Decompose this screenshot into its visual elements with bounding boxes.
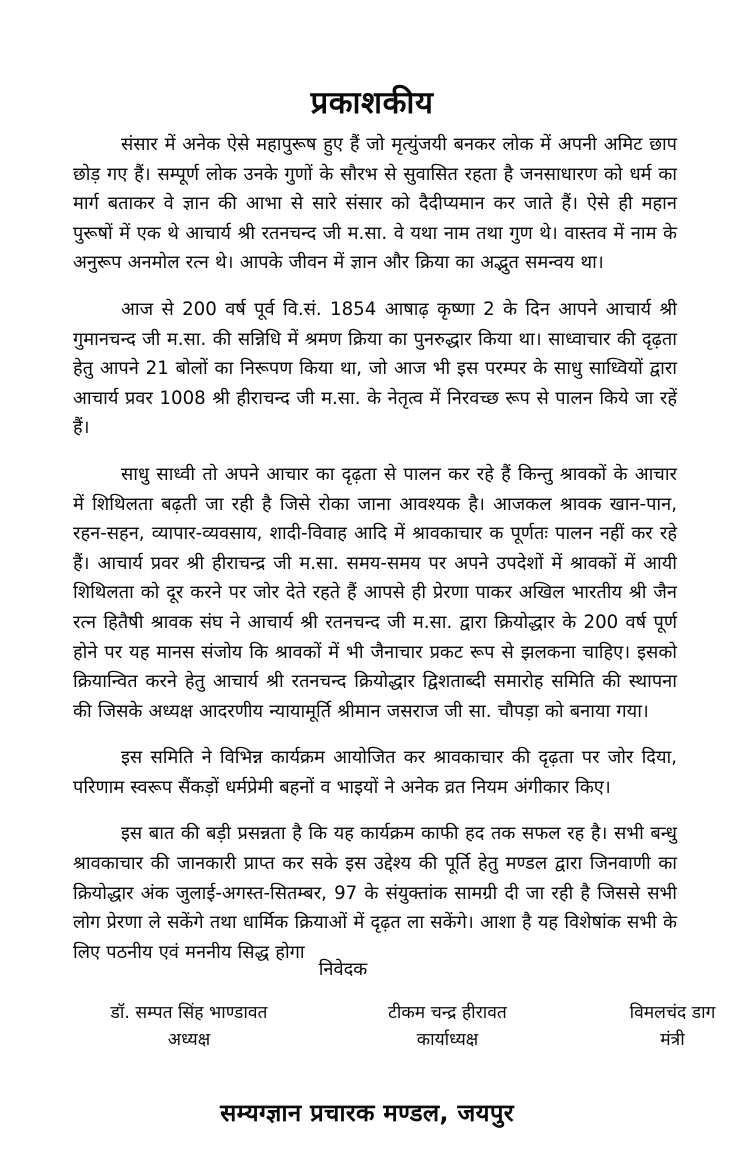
signatory-role: मंत्री bbox=[660, 1030, 685, 1050]
signatory-secretary bbox=[585, 1000, 744, 1054]
signatory-president bbox=[60, 1000, 318, 1054]
paragraph-2: आज से 200 वर्ष पूर्व वि.सं. 1854 आषाढ़ कृष्णा 2 के दिन आपने आचार्य श्री गुमानचन्द जी म.सा. की सन्निधि में श्रमण क्रिया का पुनरुद्धार किया था। साध्वाचार की दृढ़ता हेतु आपने 21 बोलों का निरूपण किया था, जो आज भी इस परम्पर के साधु साध्वियों द्वारा आचार्य प्रवर 1008 श्री हीराचन्द जी म.सा. के नेतृत्व में निरवच्छ रूप से पालन किये जा रहें हैं। bbox=[73, 298, 677, 439]
paragraph-4: इस समिति ने विभिन्न कार्यक्रम आयोजित कर श्रावकाचार की दृढ़ता पर जोर दिया, परिणाम स्वरूप सैंकड़ों धर्मप्रेमी बहनों व भाइयों ने अनेक व्रत नियम अंगीकार किए। bbox=[73, 747, 677, 798]
page-title: प्रकाशकीय bbox=[310, 84, 434, 121]
signatory-name: विमलचंद डाग bbox=[629, 1003, 716, 1023]
closing-word: निवेदक bbox=[318, 959, 368, 980]
paragraph-3: साधु साध्वी तो अपने आचार का दृढ़ता से पालन कर रहे हैं किन्तु श्रावकों के आचार में शिथिलता बढ़ती जा रही है जिसे रोका जाना आवश्यक है। आजकल श्रावक खान-पान, रहन-सहन, व्यापार-व्यवसाय, शादी-विवाह आदि में श्रावकाचार क पूर्णतः पालन नहीं कर रहे हैं। आचार्य प्रवर श्री हीराचन्द्र जी म.सा. समय-समय पर अपने उपदेशों में श्रावकों में आयी शिथिलता को दूर करने पर जोर देते रहते हैं आपसे ही प्रेरणा पाकर अखिल भारतीय श्री जैन रत्न हितैषी श्रावक संघ ने आचार्य श्री रतनचन्द जी म.सा. द्वारा क्रियोद्धार के 200 वर्ष पूर्ण होने पर यह मानस संजोय कि श्रावकों में भी जैनाचार प्रकट रूप से झलकना चाहिए। इसको क्रियान्वित करने हेतु आचार्य श्री रतनचन्द क्रियोद्धार द्विशताब्दी समारोह समिति की स्थापना की जिसके अध्यक्ष आदरणीय न्यायामूर्ति श्रीमान जसराज जी सा. चौपड़ा को बनाया गया। bbox=[73, 463, 677, 722]
paragraph-1: संसार में अनेक ऐसे महापुरूष हुए हैं जो मृत्युंजयी बनकर लोक में अपनी अमिट छाप छोड़ गए हैं। सम्पूर्ण लोक उनके गुणों के सौरभ से सुवासित रहता है जनसाधारण को धर्म का मार्ग बताकर वे ज्ञान की आभा से सारे संसार को दैदीप्यमान कर जाते हैं। ऐसे ही महान पुरूषों में एक थे आचार्य श्री रतनचन्द जी म.सा. वे यथा नाम तथा गुण थे। वास्तव में नाम के अनुरूप अनमोल रत्न थे। आपके जीवन में ज्ञान और क्रिया का अद्भुत समन्वय था। bbox=[73, 134, 677, 274]
paragraph-5: इस बात की बड़ी प्रसन्नता है कि यह कार्यक्रम काफी हद तक सफल रह है। सभी बन्धु श्रावकाचार की जानकारी प्राप्त कर सके इस उद्देश्य की पूर्ति हेतु मण्डल द्वारा जिनवाणी का क्रियोद्धार अंक जुलाई-अगस्त-सितम्बर, 97 के संयुक्तांक सामग्री दी जा रही है जिससे सभी लोग प्रेरणा ले सकेंगे तथा धार्मिक क्रियाओं में दृढ़त ला सकेंगे। आशा है यह विशेषांक सभी के लिए पठनीय एवं मननीय सिद्ध होगा bbox=[73, 823, 677, 963]
signatory-role: कार्याध्यक्ष bbox=[416, 1030, 479, 1050]
signatory-name: टीकम चन्द्र हीरावत bbox=[388, 1003, 507, 1023]
signatory-working-president bbox=[333, 1000, 563, 1054]
signature-block bbox=[60, 1000, 744, 1054]
publisher-footer: सम्यग्ज्ञान प्रचारक मण्डल, जयपुर bbox=[220, 1099, 514, 1127]
signatory-name: डॉ. सम्पत सिंह भाण्डावत bbox=[110, 1003, 268, 1023]
body-text-block bbox=[73, 130, 677, 967]
signatory-role: अध्यक्ष bbox=[167, 1030, 211, 1050]
